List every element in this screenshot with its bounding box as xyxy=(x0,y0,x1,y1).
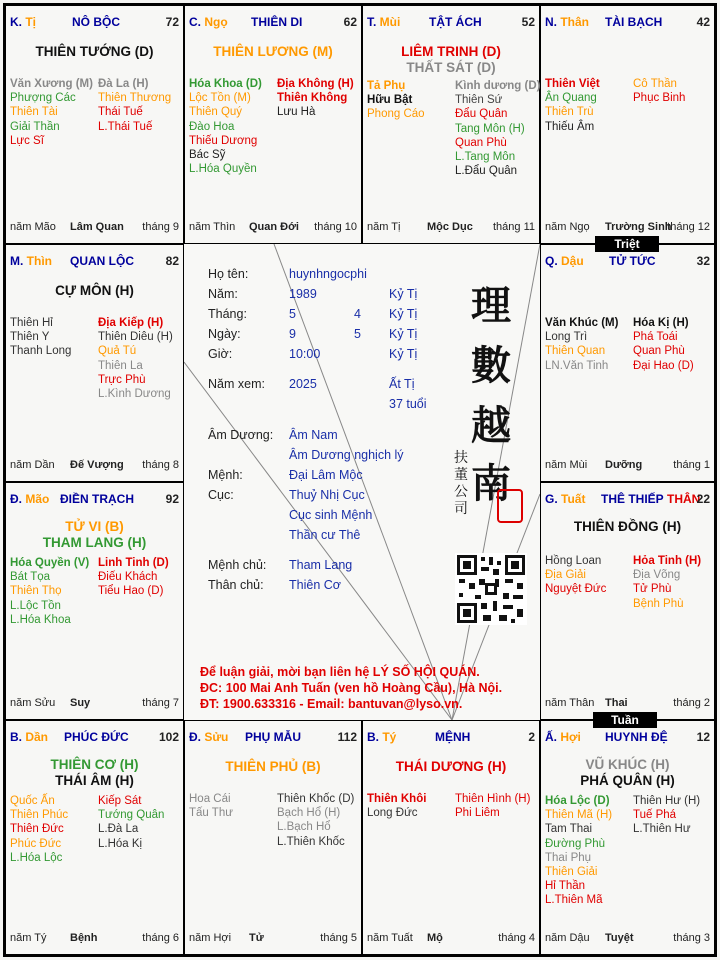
palace-dien-trach xyxy=(5,482,184,720)
minor-stars-right xyxy=(98,316,173,401)
minor-stars-right xyxy=(633,794,700,837)
minor-star: Thiên Sứ xyxy=(455,94,503,107)
palace-quan-loc xyxy=(5,244,184,482)
minor-star: Thiên Trù xyxy=(545,106,594,119)
minor-star: Thiên Mã (H) xyxy=(545,809,613,822)
minor-stars-right xyxy=(98,794,164,851)
minor-stars-left xyxy=(10,556,89,627)
minor-stars-right xyxy=(98,77,171,134)
minor-star: Lưu Hà xyxy=(277,106,316,119)
palace-month: tháng 7 xyxy=(142,697,179,709)
palace-branch: B. Tý xyxy=(367,730,397,744)
palace-age: 102 xyxy=(158,730,179,744)
palace-branch: Q. Dậu xyxy=(545,254,584,268)
minor-star: Thiếu Âm xyxy=(545,120,595,133)
palace-branch: M. Thìn xyxy=(10,254,52,268)
palace-cycle: Trường Sinh xyxy=(605,221,672,233)
minor-star: Thiên Quan xyxy=(545,345,606,358)
minor-star: Quả Tú xyxy=(98,345,137,358)
palace-age: 82 xyxy=(165,254,179,268)
label-menh: Mệnh: xyxy=(208,468,243,482)
contact-line-1: Để luận giải, mời bạn liên hệ LÝ SỐ HỘI QUÁN. xyxy=(200,665,480,679)
palace-footer xyxy=(367,221,535,235)
minor-star: Đà La (H) xyxy=(98,78,149,90)
palace-footer xyxy=(189,932,357,946)
palace-age: 72 xyxy=(165,15,179,29)
tuan-marker: Tuần xyxy=(593,712,657,728)
minor-star: Lực Sĩ xyxy=(10,134,44,147)
palace-branch: B. Dần xyxy=(10,730,49,744)
palace-name: TÀI BẠCH xyxy=(605,15,663,29)
minor-star: Quan Phù xyxy=(455,136,507,149)
palace-header xyxy=(545,15,710,31)
palace-cycle: Suy xyxy=(70,697,91,709)
palace-cycle: Tử xyxy=(249,932,264,944)
minor-stars-left xyxy=(189,792,233,820)
minor-star: Bác Sỹ xyxy=(189,149,226,162)
palace-branch: N. Thân xyxy=(545,15,590,29)
palace-cycle: Quan Đới xyxy=(249,221,299,233)
than-marker: THÂN xyxy=(667,492,701,506)
minor-star: Quốc Ấn xyxy=(10,795,55,807)
major-star: LIÊM TRINH (D) xyxy=(401,44,501,59)
palace-year: năm Dần xyxy=(10,459,55,471)
minor-star: Tam Thai xyxy=(545,823,593,836)
palace-header xyxy=(545,730,710,746)
palace-name: THÊ THIẾP xyxy=(601,492,664,506)
palace-age: 112 xyxy=(337,730,357,744)
palace-year: năm Dậu xyxy=(545,932,590,944)
palace-header xyxy=(10,15,179,31)
palace-month: tháng 4 xyxy=(498,932,535,944)
value-nam-xem-can: Ất Tị xyxy=(389,377,415,391)
minor-star: Đào Hoa xyxy=(189,120,235,133)
minor-star: Thiên Thương xyxy=(98,92,172,105)
minor-star: Hồng Loan xyxy=(545,555,602,567)
minor-star: Nguyệt Đức xyxy=(545,583,607,596)
minor-star: Giải Thần xyxy=(10,120,60,133)
minor-stars-right xyxy=(98,556,169,599)
calligraphy-char-1: 理 xyxy=(471,282,511,329)
minor-star: Thái Tuế xyxy=(98,106,143,119)
minor-star: Địa Giải xyxy=(545,569,586,582)
palace-year: năm Mão xyxy=(10,221,56,233)
palace-age: 92 xyxy=(165,492,179,506)
label-than-chu: Thân chủ: xyxy=(208,578,264,592)
palace-branch: Đ. Mão xyxy=(10,492,50,506)
calligraphy-char-4: 南 xyxy=(471,460,511,507)
minor-star: Phúc Đức xyxy=(10,837,62,850)
minor-stars-left xyxy=(10,316,71,359)
label-ho-ten: Họ tên: xyxy=(208,267,249,281)
palace-month: tháng 5 xyxy=(320,932,357,944)
major-star: THÁI DƯƠNG (H) xyxy=(395,759,507,774)
palace-year: năm Thìn xyxy=(189,221,236,233)
palace-age: 52 xyxy=(521,15,535,29)
minor-stars-right xyxy=(633,316,694,373)
minor-star: Hóa Quyền (V) xyxy=(10,557,90,569)
minor-star: L.Bạch Hổ xyxy=(277,821,331,834)
value-nam: 1989 xyxy=(289,287,317,301)
label-nam-xem: Năm xem: xyxy=(208,377,265,391)
minor-stars-left xyxy=(189,77,262,176)
palace-age: 12 xyxy=(696,730,710,744)
minor-star: Thiên Hình (H) xyxy=(455,793,531,805)
palace-branch: Ấ. Hợi xyxy=(545,730,581,744)
palace-header xyxy=(10,730,179,746)
minor-star: Lộc Tồn (M) xyxy=(189,92,251,105)
minor-star: L.Thiên Hư xyxy=(633,823,691,836)
minor-star: Phi Liêm xyxy=(455,807,500,820)
contact-line-2: ĐC: 100 Mai Anh Tuấn (ven hồ Hoàng Cầu), Hà Nội. xyxy=(200,681,503,695)
minor-star: Kình dương (D) xyxy=(455,80,541,92)
minor-stars-left xyxy=(367,79,425,122)
minor-star: Ân Quang xyxy=(545,92,597,105)
palace-branch: K. Tị xyxy=(10,15,37,29)
minor-stars-left xyxy=(367,792,426,820)
palace-name: MỆNH xyxy=(435,730,471,744)
center-info-panel xyxy=(184,244,540,720)
palace-year: năm Sửu xyxy=(10,697,56,709)
palace-year: năm Tuất xyxy=(367,932,413,944)
minor-star: Thiên Đức xyxy=(10,823,64,836)
palace-footer xyxy=(10,221,179,235)
value-am-duong: Âm Nam xyxy=(289,428,338,442)
minor-stars-left xyxy=(545,316,618,373)
minor-stars-right xyxy=(633,77,685,105)
minor-star: Hỉ Thần xyxy=(545,880,586,893)
palace-branch: T. Mùi xyxy=(367,15,401,29)
palace-cycle: Tuyệt xyxy=(605,932,634,944)
palace-year: năm Thân xyxy=(545,697,595,709)
minor-star: Địa Kiếp (H) xyxy=(98,317,164,329)
value-am-duong-2: Âm Dương nghịch lý xyxy=(289,448,404,462)
palace-footer xyxy=(10,932,179,946)
minor-star: Văn Khúc (M) xyxy=(545,317,619,329)
minor-stars-right xyxy=(277,792,354,849)
palace-header xyxy=(545,254,710,270)
minor-star: L.Thái Tuế xyxy=(98,120,153,133)
minor-star: L.Thiên Khốc xyxy=(277,835,345,848)
minor-star: Thiên Phúc xyxy=(10,809,69,822)
tuvi-chart-board xyxy=(3,3,717,957)
palace-month: tháng 3 xyxy=(673,932,710,944)
minor-star: Phá Toái xyxy=(633,331,678,344)
value-ngay: 9 xyxy=(289,327,296,341)
major-star: THIÊN CƠ (H) xyxy=(50,757,139,772)
minor-star: Thiên Giải xyxy=(545,866,598,879)
palace-header xyxy=(367,15,535,31)
palace-footer xyxy=(367,932,535,946)
palace-month: tháng 12 xyxy=(667,221,710,233)
value-tuoi: 37 tuổi xyxy=(389,397,427,411)
minor-star: Hóa Khoa (D) xyxy=(189,78,262,90)
minor-star: Thiên Việt xyxy=(545,78,600,90)
palace-footer xyxy=(545,697,710,711)
minor-star: Thanh Long xyxy=(10,345,72,358)
major-star: THIÊN LƯƠNG (M) xyxy=(213,44,333,59)
value-than-chu: Thiên Cơ xyxy=(289,578,341,592)
label-menh-chu: Mệnh chủ: xyxy=(208,558,267,572)
palace-tat-ach xyxy=(362,5,540,244)
label-nam: Năm: xyxy=(208,287,238,301)
value-thang: 5 xyxy=(289,307,296,321)
palace-month: tháng 9 xyxy=(142,221,179,233)
qr-code-icon xyxy=(455,553,527,625)
minor-stars-left xyxy=(545,554,606,597)
minor-star: Tấu Thư xyxy=(189,807,233,820)
minor-star: Thiên Khốc (D) xyxy=(277,793,355,805)
palace-cycle: Dưỡng xyxy=(605,459,643,471)
minor-star: Thai Phụ xyxy=(545,851,592,864)
palace-phu-mau xyxy=(184,720,362,955)
palace-age: 2 xyxy=(528,730,535,744)
minor-star: Thiên Hỉ xyxy=(10,317,53,329)
palace-cycle: Đế Vượng xyxy=(70,459,124,471)
minor-star: Long Trì xyxy=(545,331,588,344)
minor-star: L.Hóa Lộc xyxy=(10,851,63,864)
palace-month: tháng 11 xyxy=(492,221,535,233)
minor-star: Linh Tinh (D) xyxy=(98,557,169,569)
minor-stars-right xyxy=(277,77,354,120)
minor-star: Tử Phù xyxy=(633,583,672,596)
minor-star: LN.Văn Tinh xyxy=(545,359,609,372)
palace-cycle: Bệnh xyxy=(70,932,98,944)
palace-month: tháng 10 xyxy=(314,221,357,233)
minor-star: L.Hóa Khoa xyxy=(10,613,71,626)
palace-header xyxy=(545,492,710,508)
minor-star: Thiên Tài xyxy=(10,106,58,119)
major-star: THÁI ÂM (H) xyxy=(55,773,134,788)
palace-header xyxy=(189,730,357,746)
palace-huynh-de xyxy=(540,720,715,955)
palace-branch: C. Ngọ xyxy=(189,15,228,29)
minor-star: Trực Phù xyxy=(98,373,146,386)
minor-star: Đường Phù xyxy=(545,837,605,850)
minor-star: Thiên Y xyxy=(10,331,50,344)
palace-year: năm Tý xyxy=(10,932,47,944)
palace-age: 62 xyxy=(343,15,357,29)
contact-line-3: ĐT: 1900.633316 - Email: bantuvan@lyso.vn. xyxy=(200,697,463,711)
minor-star: Cô Thần xyxy=(633,78,677,90)
minor-star: Tả Phụ xyxy=(367,80,406,92)
palace-month: tháng 2 xyxy=(673,697,710,709)
minor-star: Tướng Quân xyxy=(98,809,165,822)
minor-star: L.Kình Dương xyxy=(98,388,171,401)
calligraphy-char-2: 數 xyxy=(471,342,511,389)
minor-star: Bạch Hổ (H) xyxy=(277,807,341,820)
label-am-duong: Âm Dương: xyxy=(208,428,274,442)
minor-star: Hữu Bật xyxy=(367,94,413,107)
minor-star: Hóa Lộc (D) xyxy=(545,795,610,807)
label-thang: Tháng: xyxy=(208,307,247,321)
minor-star: Đại Hao (D) xyxy=(633,359,694,372)
minor-star: Long Đức xyxy=(367,807,418,820)
minor-star: L.Đà La xyxy=(98,823,139,836)
value-menh-chu: Tham Lang xyxy=(289,558,353,572)
minor-star: Thiên Hư (H) xyxy=(633,795,701,807)
minor-star: Địa Võng xyxy=(633,569,681,582)
palace-cycle: Mộc Dục xyxy=(427,221,473,233)
value-gio: 10:00 xyxy=(289,347,321,361)
value-cuc: Thuỷ Nhị Cục xyxy=(289,488,365,502)
minor-star: Đẩu Quân xyxy=(455,108,508,121)
minor-stars-right xyxy=(633,554,701,611)
minor-star: Thiên Diêu (H) xyxy=(98,331,173,344)
value-thang-can: Kỷ Tị xyxy=(389,307,418,321)
minor-stars-left xyxy=(10,77,93,148)
palace-menh xyxy=(362,720,540,955)
minor-star: Phục Binh xyxy=(633,92,686,105)
minor-star: Phượng Các xyxy=(10,92,76,105)
palace-footer xyxy=(545,221,710,235)
minor-star: Hóa Kị (H) xyxy=(633,317,689,329)
minor-stars-left xyxy=(10,794,68,865)
palace-no-boc xyxy=(5,5,184,244)
minor-star: L.Lộc Tồn xyxy=(10,599,61,612)
major-star: THIÊN TƯỚNG (D) xyxy=(35,44,154,59)
red-seal-stamp xyxy=(497,489,523,523)
minor-stars-left xyxy=(545,77,600,134)
palace-month: tháng 6 xyxy=(142,932,179,944)
major-star: CỰ MÔN (H) xyxy=(55,283,134,298)
minor-star: Bệnh Phù xyxy=(633,597,684,610)
minor-stars-right xyxy=(455,792,530,820)
minor-star: Thiên Quý xyxy=(189,106,243,119)
calligraphy-char-3: 越 xyxy=(471,402,511,449)
palace-branch: Đ. Sửu xyxy=(189,730,229,744)
value-gio-can: Kỷ Tị xyxy=(389,347,418,361)
palace-name: PHỤ MẪU xyxy=(245,730,301,744)
palace-name: PHÚC ĐỨC xyxy=(64,730,129,744)
palace-header xyxy=(10,492,179,508)
value-ho-ten: huynhngocphi xyxy=(289,267,367,281)
minor-star: Thiên Khôi xyxy=(367,793,427,805)
palace-age: 42 xyxy=(696,15,710,29)
value-nam-can: Kỷ Tị xyxy=(389,287,418,301)
minor-star: Bát Tọa xyxy=(10,571,51,584)
label-cuc: Cục: xyxy=(208,488,234,502)
value-menh: Đại Lâm Mộc xyxy=(289,468,363,482)
palace-name: HUYNH ĐỆ xyxy=(605,730,668,744)
palace-header xyxy=(10,254,179,270)
palace-month: tháng 1 xyxy=(673,459,710,471)
value-cuc-3: Thần cư Thê xyxy=(289,528,361,542)
label-gio: Giờ: xyxy=(208,347,233,361)
minor-star: Địa Không (H) xyxy=(277,78,354,90)
palace-month: tháng 8 xyxy=(142,459,179,471)
major-star: THIÊN ĐỒNG (H) xyxy=(573,519,682,534)
palace-footer xyxy=(545,932,710,946)
minor-star: L.Tang Môn xyxy=(455,151,516,164)
palace-tai-bach xyxy=(540,5,715,244)
minor-star: Tiểu Hao (D) xyxy=(98,585,164,598)
palace-name: QUAN LỘC xyxy=(70,254,134,268)
palace-name: THIÊN DI xyxy=(251,15,303,29)
minor-star: L.Hóa Kị xyxy=(98,837,143,850)
minor-star: Phong Cáo xyxy=(367,108,425,121)
palace-branch: G. Tuất xyxy=(545,492,586,506)
minor-star: Thiên Thọ xyxy=(10,585,62,598)
seal-text: 扶 董 公 司 xyxy=(454,450,468,517)
palace-name: TẬT ÁCH xyxy=(429,15,482,29)
major-star: THẤT SÁT (D) xyxy=(406,60,496,75)
value-thang-am: 4 xyxy=(354,307,361,321)
minor-star: Thiên La xyxy=(98,359,143,372)
minor-star: L.Thiên Mã xyxy=(545,894,603,907)
palace-age: 22 xyxy=(696,492,710,506)
label-ngay: Ngày: xyxy=(208,327,241,341)
major-star: PHÁ QUÂN (H) xyxy=(580,773,675,788)
minor-star: Văn Xương (M) xyxy=(10,78,93,90)
palace-footer xyxy=(189,221,357,235)
minor-star: Quan Phù xyxy=(633,345,685,358)
minor-star: Tang Môn (H) xyxy=(455,122,525,135)
palace-cycle: Lâm Quan xyxy=(70,221,124,233)
minor-star: L.Đẩu Quân xyxy=(455,165,518,178)
minor-star: Thiếu Dương xyxy=(189,134,258,147)
minor-star: Kiếp Sát xyxy=(98,795,142,807)
palace-the-thiep xyxy=(540,482,715,720)
palace-thien-di xyxy=(184,5,362,244)
minor-star: L.Hóa Quyền xyxy=(189,163,257,176)
minor-stars-left xyxy=(545,794,612,908)
palace-name: ĐIỀN TRẠCH xyxy=(60,492,134,506)
minor-star: Hỏa Tinh (H) xyxy=(633,555,702,567)
palace-footer xyxy=(545,459,710,473)
palace-footer xyxy=(10,697,179,711)
major-star: THAM LANG (H) xyxy=(42,535,147,550)
palace-name: TỬ TỨC xyxy=(609,254,656,268)
palace-cycle: Mộ xyxy=(427,932,443,944)
major-star: VŨ KHÚC (H) xyxy=(585,757,670,772)
minor-stars-right xyxy=(455,79,540,178)
triet-marker: Triệt xyxy=(595,236,659,252)
minor-star: Điếu Khách xyxy=(98,571,158,584)
palace-footer xyxy=(10,459,179,473)
value-ngay-can: Kỷ Tị xyxy=(389,327,418,341)
palace-phuc-duc xyxy=(5,720,184,955)
palace-cycle: Thai xyxy=(605,697,628,709)
palace-name: NÔ BỘC xyxy=(72,15,120,29)
palace-tu-tuc xyxy=(540,244,715,482)
palace-year: năm Mùi xyxy=(545,459,588,471)
value-cuc-2: Cục sinh Mệnh xyxy=(289,508,373,522)
major-star: THIÊN PHỦ (B) xyxy=(225,759,321,774)
minor-star: Hoa Cái xyxy=(189,793,231,805)
palace-year: năm Ngọ xyxy=(545,221,590,233)
value-ngay-am: 5 xyxy=(354,327,361,341)
palace-age: 32 xyxy=(696,254,710,268)
palace-header xyxy=(367,730,535,746)
palace-year: năm Tị xyxy=(367,221,401,233)
palace-year: năm Hợi xyxy=(189,932,232,944)
minor-star: Tuế Phá xyxy=(633,809,677,822)
value-nam-xem: 2025 xyxy=(289,377,317,391)
palace-header xyxy=(189,15,357,31)
major-star: TỬ VI (B) xyxy=(65,519,124,534)
minor-star: Thiên Không xyxy=(277,92,348,105)
